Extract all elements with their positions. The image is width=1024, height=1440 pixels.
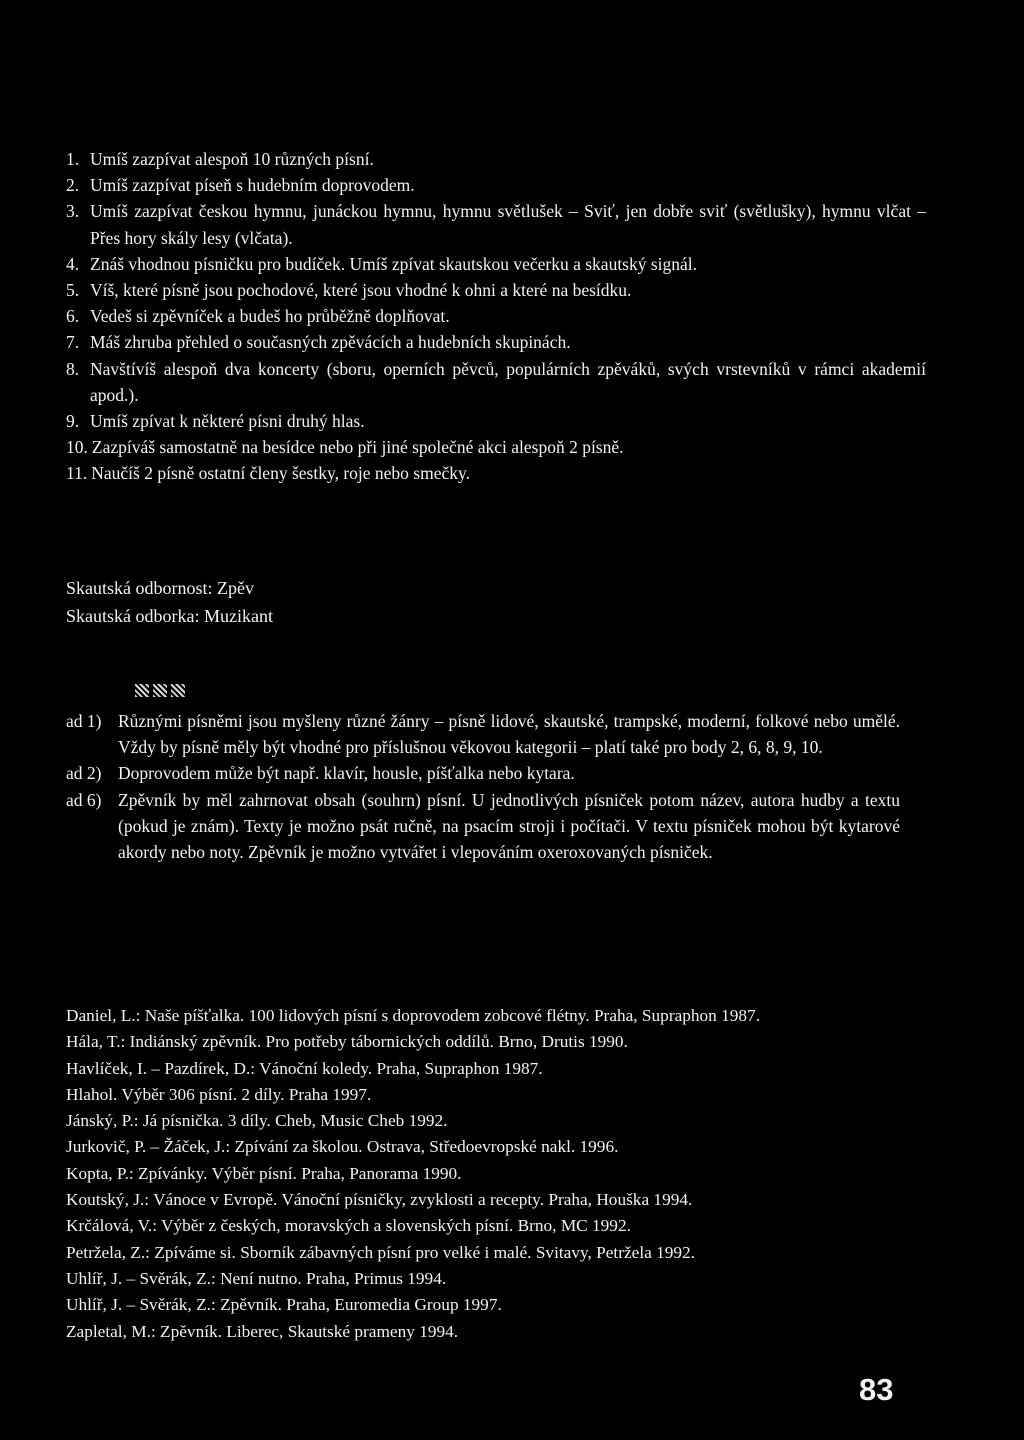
specialization-title: Skautská odbornost: Zpěv bbox=[66, 578, 254, 598]
item-number: 1. bbox=[66, 149, 80, 169]
item-text: Znáš vhodnou písničku pro budíček. Umíš zpívat skautskou večerku a skautský signál. bbox=[90, 253, 698, 274]
asterisk-icon bbox=[171, 684, 185, 697]
bibliography-entry: Havlíček, I. – Pazdírek, D.: Vánoční koledy. Praha, Supraphon 1987. bbox=[66, 1058, 543, 1078]
list-item bbox=[66, 329, 926, 355]
item-number: 11. bbox=[66, 463, 88, 484]
item-text: Víš, které písně jsou pochodové, které jsou vhodné k ohni a které na besídku. bbox=[90, 280, 632, 301]
asterisk-icon bbox=[135, 684, 149, 697]
list-item bbox=[66, 277, 926, 303]
note-label: ad 6) bbox=[66, 789, 102, 810]
note-label: ad 1) bbox=[66, 711, 102, 731]
list-item bbox=[66, 303, 926, 329]
item-text: Umíš zazpívat českou hymnu, junáckou hymnu, hymnu světlušek – Sviť, jen dobře sviť (světlušky), hymnu vlčat – Přes hory skály lesy (vlčata). bbox=[90, 201, 926, 248]
bibliography-entry: Hála, T.: Indiánský zpěvník. Pro potřeby tábornických oddílů. Brno, Drutis 1990. bbox=[66, 1032, 628, 1052]
bibliography-entry: Krčálová, V.: Výběr z českých, moravských a slovenských písní. Brno, MC 1992. bbox=[66, 1216, 631, 1236]
section-divider bbox=[135, 684, 185, 697]
item-number: 9. bbox=[66, 411, 80, 432]
note-item bbox=[66, 787, 900, 866]
bibliography-entry: Hlahol. Výběr 306 písní. 2 díly. Praha 1997. bbox=[66, 1084, 372, 1104]
note-text: Doprovodem může být např. klavír, housle, píšťalka nebo kytara. bbox=[118, 763, 575, 784]
item-text: Umíš zpívat k některé písni druhý hlas. bbox=[90, 411, 365, 432]
specialization-badge: Skautská odborka: Muzikant bbox=[66, 606, 273, 626]
item-text: Naučíš 2 písně ostatní členy šestky, roje nebo smečky. bbox=[91, 463, 470, 484]
item-text: Umíš zazpívat alespoň 10 různých písní. bbox=[90, 149, 374, 169]
list-item bbox=[66, 146, 926, 172]
page-number: 83 bbox=[859, 1372, 894, 1407]
item-number: 5. bbox=[66, 280, 80, 301]
list-item bbox=[66, 356, 926, 408]
list-item bbox=[66, 460, 926, 486]
item-number: 6. bbox=[66, 306, 80, 327]
note-item bbox=[66, 760, 900, 786]
bibliography-entry: Daniel, L.: Naše píšťalka. 100 lidových písní s doprovodem zobcové flétny. Praha, Supraphon 1987. bbox=[66, 1006, 761, 1025]
item-number: 3. bbox=[66, 201, 80, 222]
bibliography-entry: Uhlíř, J. – Svěrák, Z.: Zpěvník. Praha, Euromedia Group 1997. bbox=[66, 1295, 502, 1315]
requirements-list bbox=[66, 146, 926, 487]
specialization-block bbox=[66, 574, 273, 630]
bibliography-entry: Petržela, Z.: Zpíváme si. Sborník zábavných písní pro velké i malé. Svitavy, Petržela 1992. bbox=[66, 1242, 696, 1262]
item-text: Navštívíš alespoň dva koncerty (sboru, operních pěvců, populárních zpěváků, svých vrstevníků v rámci akademií apod.). bbox=[90, 358, 926, 405]
list-item bbox=[66, 198, 926, 250]
bibliography bbox=[66, 1003, 946, 1345]
item-text: Vedeš si zpěvníček a budeš ho průběžně doplňovat. bbox=[90, 306, 450, 327]
item-text: Umíš zazpívat píseň s hudebním doprovodem. bbox=[90, 175, 415, 196]
bibliography-entry: Koutský, J.: Vánoce v Evropě. Vánoční písničky, zvyklosti a recepty. Praha, Houška 1994. bbox=[66, 1190, 693, 1210]
bibliography-entry: Jurkovič, P. – Žáček, J.: Zpívání za školou. Ostrava, Středoevropské nakl. 1996. bbox=[66, 1137, 619, 1157]
item-text: Zazpíváš samostatně na besídce nebo při jiné společné akci alespoň 2 písně. bbox=[91, 437, 624, 458]
note-text: Zpěvník by měl zahrnovat obsah (souhrn) písní. U jednotlivých písniček potom název, autora hudby a textu (pokud je znám). Texty je možno psát ručně, na psacím stroji i počítači. V textu písniček mohou být kytarové akordy nebo noty. Zpěvník je možno vytvářet i vlepováním oxeroxovaných písniček. bbox=[118, 789, 900, 863]
note-text: Různými písněmi jsou myšleny různé žánry – písně lidové, skautské, trampské, moderní, folkové nebo umělé. Vždy by písně měly být vhodné pro příslušnou věkovou kategorii – platí také pro body 2, 6, 8, 9, 10. bbox=[118, 711, 900, 758]
item-text: Máš zhruba přehled o současných zpěvácích a hudebních skupinách. bbox=[90, 332, 571, 353]
item-number: 2. bbox=[66, 175, 80, 196]
bibliography-entry: Uhlíř, J. – Svěrák, Z.: Není nutno. Praha, Primus 1994. bbox=[66, 1268, 447, 1288]
list-item bbox=[66, 251, 926, 277]
bibliography-entry: Jánský, P.: Já písnička. 3 díly. Cheb, Music Cheb 1992. bbox=[66, 1111, 448, 1131]
note-item bbox=[66, 708, 900, 760]
note-label: ad 2) bbox=[66, 763, 102, 784]
list-item bbox=[66, 434, 926, 460]
notes-section bbox=[66, 708, 900, 865]
item-number: 8. bbox=[66, 358, 80, 379]
list-item bbox=[66, 408, 926, 434]
bibliography-entry: Kopta, P.: Zpívánky. Výběr písní. Praha, Panorama 1990. bbox=[66, 1163, 462, 1183]
item-number: 7. bbox=[66, 332, 80, 353]
item-number: 10. bbox=[66, 437, 88, 458]
list-item bbox=[66, 172, 926, 198]
bibliography-entry: Zapletal, M.: Zpěvník. Liberec, Skautské prameny 1994. bbox=[66, 1321, 459, 1341]
item-number: 4. bbox=[66, 253, 80, 274]
asterisk-icon bbox=[153, 684, 167, 697]
